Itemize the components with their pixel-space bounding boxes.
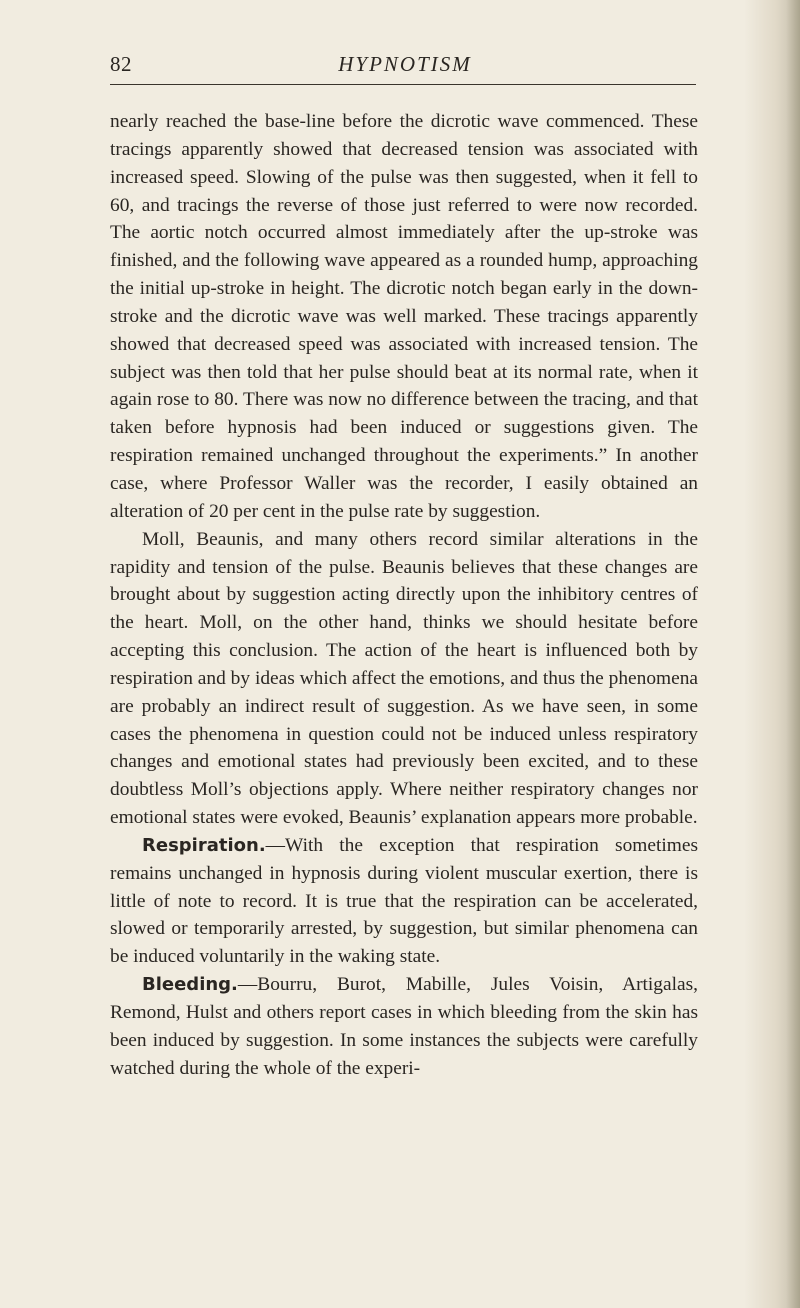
header-rule <box>110 84 696 85</box>
paragraph-respiration <box>110 832 698 971</box>
page-number: 82 <box>110 52 132 76</box>
body-text <box>110 108 698 1083</box>
paragraph-bleeding <box>110 971 698 1082</box>
page-edge-shadow <box>786 0 800 1308</box>
paragraph-text: —Bourru, Burot, Mabille, Jules Voisin, Artigalas, Remond, Hulst and others report cases in which bleeding from the skin has been induced by suggestion. In some instances the subjects were carefully watched during the whole of the experi- <box>110 974 698 1079</box>
paragraph-pulse-tracings <box>110 108 698 526</box>
page-header <box>110 52 700 82</box>
paragraph-text: Moll, Beaunis, and many others record similar alterations in the rapidity and tension of the pulse. Beaunis believes that these changes are brought about by suggestion acting directly upon the inhibitory centres of the heart. Moll, on the other hand, thinks we should hesitate before accepting this conclusion. The action of the heart is influenced both by respiration and by ideas which affect the emotions, and thus the phenomena are probably an indirect result of suggestion. As we have seen, in some cases the phenomena in question could not be induced unless respiratory changes and emotional states had previously been excited, and to these doubtless Moll’s objections apply. Where neither respiratory changes nor emotional states were evoked, Beaunis’ explanation appears more probable. <box>110 528 698 829</box>
section-heading-bleeding: Bleeding. <box>142 974 238 996</box>
paragraph-moll-beaunis <box>110 526 698 832</box>
section-heading-respiration: Respiration. <box>142 834 266 856</box>
paragraph-text: nearly reached the base-line before the dicrotic wave commenced. These tracings apparently showed that decreased tension was associated with increased speed. Slowing of the pulse was then suggested, when it fell to 60, and tracings the reverse of those just referred to were now recorded. The aortic notch occurred almost immediately after the up-stroke was finished, and the following wave appeared as a rounded hump, approaching the initial up-stroke in height. The dicrotic notch began early in the down-stroke and the dicrotic wave was well marked. These tracings apparently showed that decreased speed was associated with increased tension. The subject was then told that her pulse should beat at its normal rate, when it again rose to 80. There was now no difference between the tracing, and that taken before hypnosis had been induced or suggestions given. The respiration remained unchanged throughout the experiments.” In another case, where Professor Waller was the recorder, I easily obtained an alteration of 20 per cent in the pulse rate by suggestion. <box>110 111 698 522</box>
running-head: HYPNOTISM <box>338 52 472 76</box>
paragraph-text: —With the exception that respiration sometimes remains unchanged in hypnosis during violent muscular exertion, there is little of note to record. It is true that the respiration can be accelerated, slowed or temporarily arrested, by suggestion, but similar phenomena can be induced voluntarily in the waking state. <box>110 834 698 968</box>
